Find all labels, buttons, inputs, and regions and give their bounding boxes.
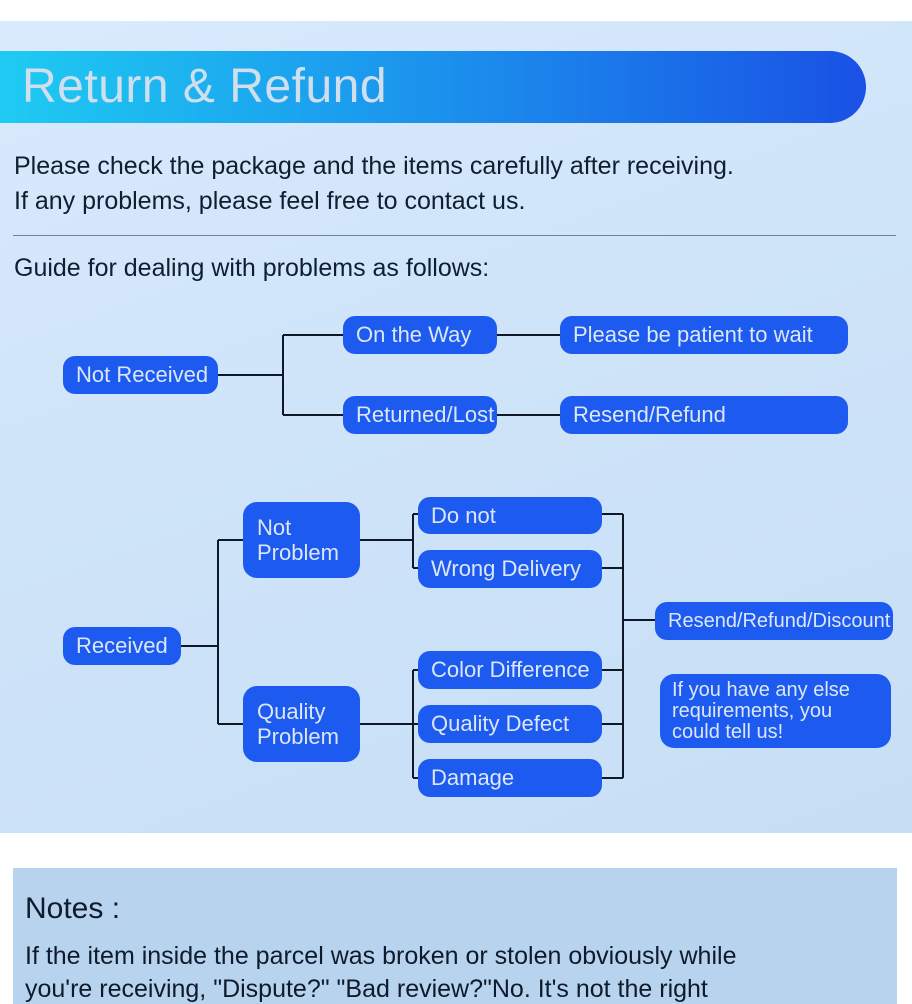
flow-node-quality-defect: Quality Defect: [418, 705, 602, 743]
flow-node-do-not: Do not: [418, 497, 602, 534]
flow-node-not-problem: Not Problem: [243, 502, 360, 578]
flow-node-resend-refund: Resend/Refund: [560, 396, 848, 434]
flow-node-color-difference: Color Difference: [418, 651, 602, 689]
notes-heading: Notes :: [25, 892, 121, 925]
page-title: Return & Refund: [22, 60, 388, 113]
flow-node-not-received: Not Received: [63, 356, 218, 394]
notes-panel: [13, 868, 897, 1004]
flow-node-on-the-way: On the Way: [343, 316, 497, 354]
flow-node-damage: Damage: [418, 759, 602, 797]
flow-node-be-patient: Please be patient to wait: [560, 316, 848, 354]
divider-line: [13, 235, 896, 236]
intro-text: [14, 149, 734, 219]
notes-body: [25, 940, 885, 1004]
flow-node-received: Received: [63, 627, 181, 665]
notes-line-1: If the item inside the parcel was broken or stolen obviously while: [25, 942, 737, 970]
flow-node-other-requirements: If you have any else requirements, you could tell us!: [660, 674, 891, 748]
flow-node-quality-problem: Quality Problem: [243, 686, 360, 762]
guide-heading: Guide for dealing with problems as follows:: [14, 254, 490, 282]
title-banner: [0, 51, 866, 123]
intro-line-2: If any problems, please feel free to contact us.: [14, 187, 526, 215]
flow-node-wrong-delivery: Wrong Delivery: [418, 550, 602, 588]
flow-node-resend-refund-discount: Resend/Refund/Discount: [655, 602, 893, 640]
flow-node-returned-lost: Returned/Lost: [343, 396, 497, 434]
notes-line-2: you're receiving, "Dispute?" "Bad review?"No. It's not the right: [25, 975, 708, 1003]
intro-line-1: Please check the package and the items carefully after receiving.: [14, 152, 734, 180]
